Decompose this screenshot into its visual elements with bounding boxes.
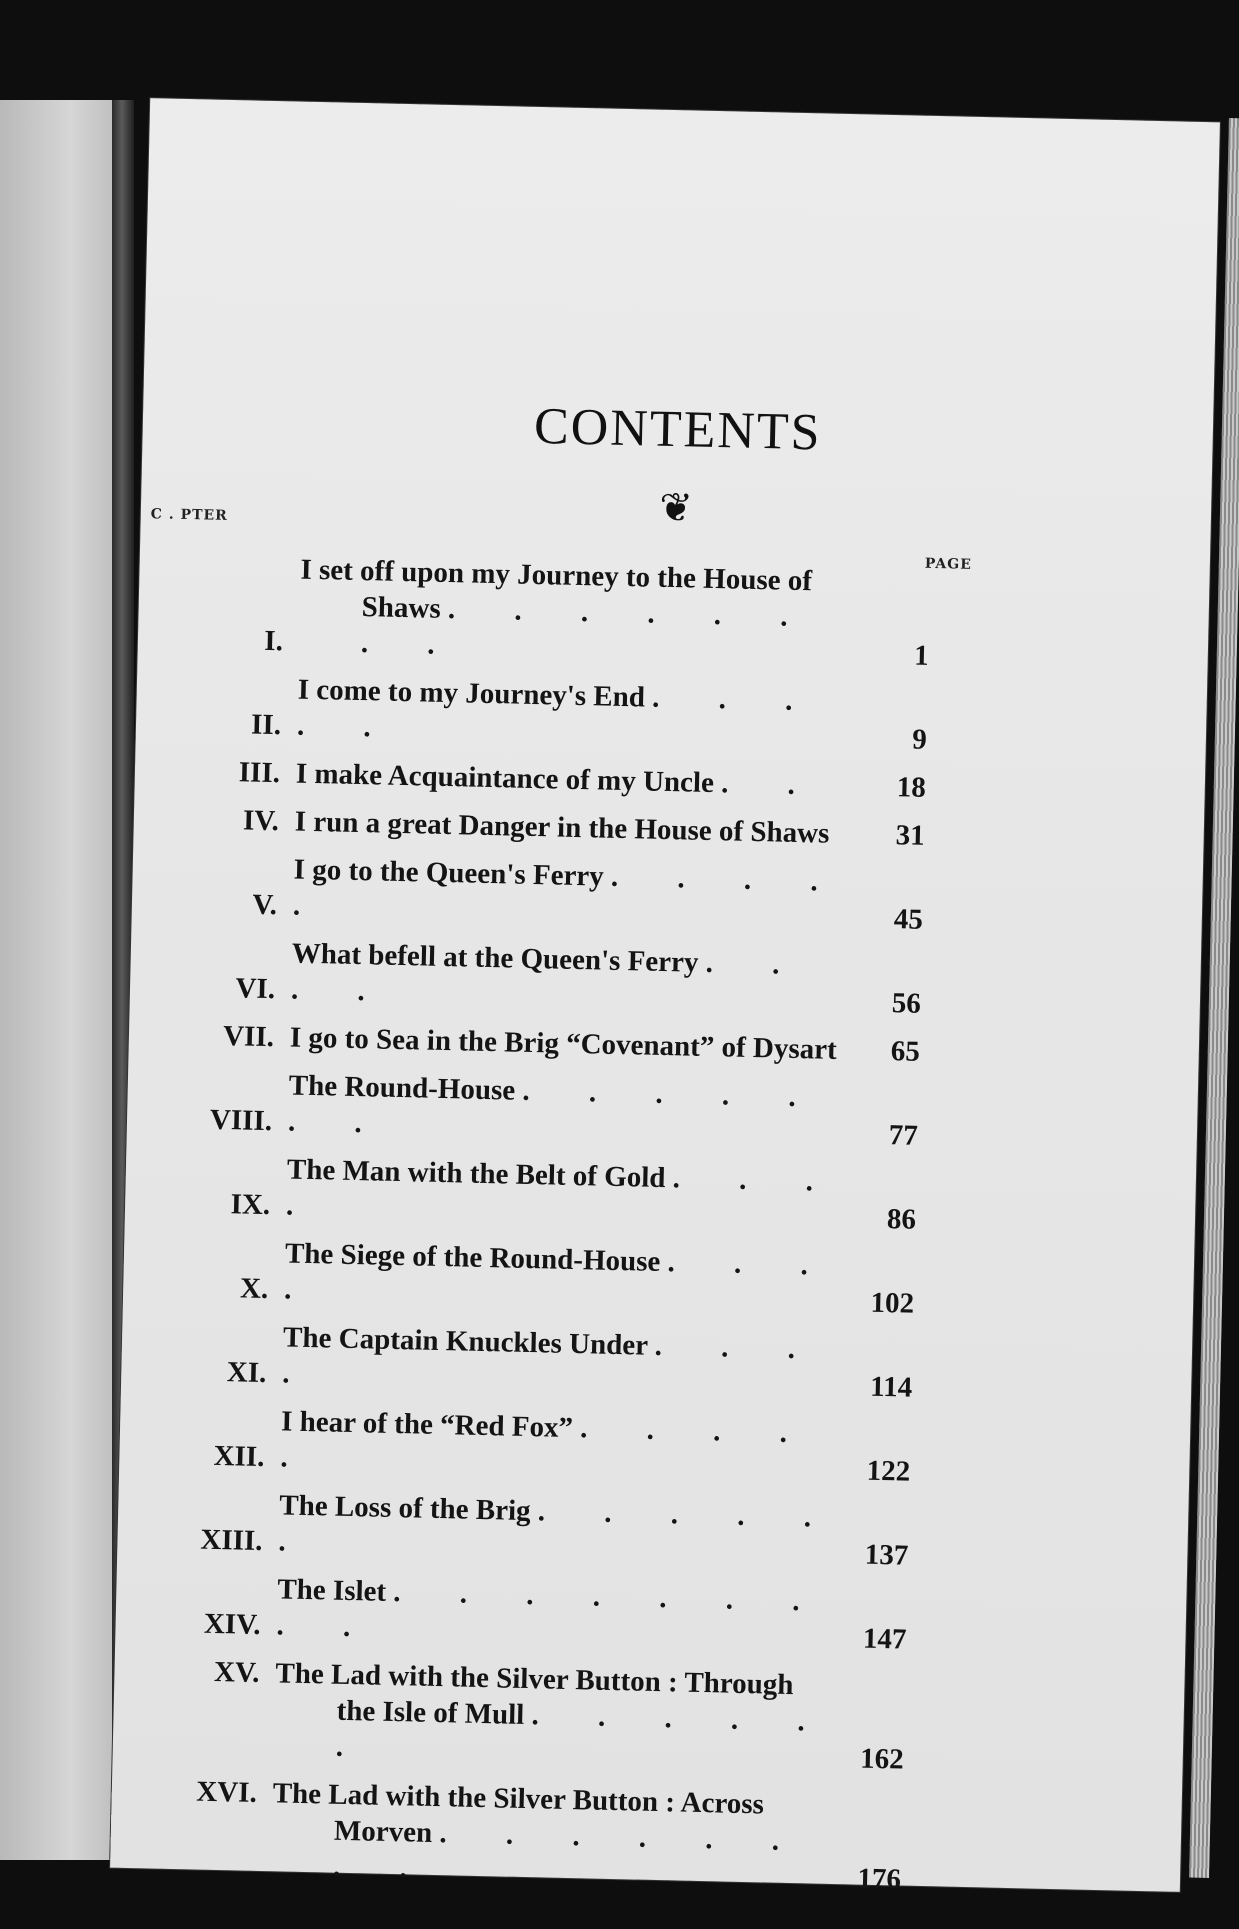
toc-row [138,548,1140,679]
page-number: 18 [896,771,927,804]
chapter-title-text: I run a great Danger in the House of Shaws [294,805,830,850]
chapter-title [286,1151,847,1236]
chapter-number: XII. [213,1439,265,1474]
page-number: 114 [869,1370,913,1404]
leader-dots: . . . . . . [278,1495,838,1559]
chapter-number: X. [239,1272,269,1306]
chapter-number: V. [252,888,278,922]
chapter-title [294,804,855,853]
chapter-title [282,1319,843,1404]
left-page [0,100,118,1860]
chapter-title [284,1235,845,1320]
leader-dots: . . . . [290,946,806,1008]
leader-dots: . . . . . . . . . [276,1575,826,1644]
chapter-number: XIII. [200,1523,263,1558]
chapter-title [291,936,852,1021]
chapter-title-text: I come to my Journey's End [297,673,646,714]
chapter-title-line2 [273,1691,834,1776]
chapter-title [278,1487,839,1572]
chapter-title-text: What befell at the Queen's Ferry [291,937,699,979]
chapter-title-text: The Siege of the Round-House [284,1237,661,1278]
chapter-title-line2-text: the Isle of Mull [336,1694,525,1731]
chapter-title-text: The Loss of the Brig [278,1489,531,1528]
toc-row [132,848,1133,943]
toc-row [117,1484,1118,1579]
toc-row [113,1652,1115,1783]
chapter-title-line1: The Lad with the Silver Button : Across [272,1777,765,1821]
chapter-number: II. [250,708,282,742]
page-number: 122 [866,1454,911,1488]
chapter-number: VII. [222,1019,275,1054]
chapter-number: XVI. [196,1775,258,1809]
leader-dots: . . . . . . . [287,1074,822,1140]
chapter-title-line2-text: Shaws [361,591,442,625]
page-column-label: PAGE [924,555,973,573]
page-number: 86 [886,1203,917,1236]
chapter-title [290,1020,851,1069]
ornament-icon: ❦ [658,484,694,532]
page-number: 176 [857,1862,902,1896]
chapter-title [293,852,854,937]
page-number: 31 [895,819,926,852]
page-number: 102 [870,1286,915,1320]
page-number: 147 [862,1622,907,1656]
page-number: 9 [911,723,928,756]
chapter-number: IV. [242,804,280,838]
toc-row [133,800,1134,859]
chapter-title-line1: I set off upon my Journey to the House of [300,553,813,598]
chapter-number: XI. [226,1356,267,1390]
page-number: 45 [893,903,924,936]
leader-dots: . . [720,767,822,802]
toc-row [115,1568,1116,1663]
page-title: CONTENTS [533,397,823,462]
chapter-number: VI. [235,972,276,1006]
chapter-title [276,1571,837,1656]
chapter-title-line2 [299,588,860,673]
chapter-title-text: I make Acquaintance of my Uncle [295,757,715,800]
chapter-title [273,1655,835,1776]
leader-dots: . . . . [285,1162,840,1223]
toc-row [119,1400,1120,1495]
chapter-title-line1: The Lad with the Silver Button : Through [275,1657,794,1702]
leader-dots: . . . . . [296,681,819,744]
chapter-title [299,552,861,673]
page-number: 137 [864,1538,909,1572]
chapter-number: IX. [230,1188,271,1222]
leader-dots: . . . . . . . . [332,1817,806,1885]
book-page [110,98,1220,1896]
leader-dots: . . . . . . [335,1699,832,1764]
chapter-title [297,672,858,757]
chapter-title [296,756,857,805]
toc-row [110,1772,1112,1903]
chapter-title-text: The Man with the Belt of Gold [286,1153,666,1195]
chapter-title [280,1403,841,1488]
chapter-title [271,1775,833,1896]
toc-row [125,1148,1126,1243]
chapter-title-text: The Round-House [288,1069,516,1107]
chapter-number: III. [238,756,281,790]
table-of-contents [110,548,1140,1902]
leader-dots: . . . . . [280,1412,814,1475]
toc-row [121,1316,1122,1411]
page-number: 162 [859,1742,905,1776]
chapter-title-text: I go to Sea in the Brig “Covenant” of Dysart [289,1021,838,1066]
toc-row [135,752,1136,811]
chapter-title-text: I go to the Queen's Ferry [293,853,605,893]
toc-row [136,668,1137,763]
toc-row [123,1232,1124,1327]
chapter-title [288,1067,849,1152]
chapter-title-line2 [271,1811,832,1896]
leader-dots: . . . . [281,1329,822,1391]
chapter-number: I. [264,624,284,658]
chapter-number: XV. [213,1655,260,1689]
leader-dots: . . . . [283,1246,835,1307]
page-number: 65 [890,1035,921,1068]
chapter-title-text: The Islet [277,1573,387,1608]
chapter-number: VIII. [209,1103,273,1138]
chapter-number: XIV. [203,1607,261,1641]
chapter-title-line2-text: Morven [333,1814,433,1849]
leader-dots: . . . . . . . . [360,592,814,662]
chapter-title-text: The Captain Knuckles Under [282,1321,648,1362]
toc-row [130,932,1131,1027]
toc-row [129,1016,1130,1075]
toc-row [127,1064,1128,1159]
chapter-column-label: C . PTER [150,506,228,524]
leader-dots: . . . . . [292,860,845,923]
chapter-title-text: I hear of the “Red Fox” [280,1405,574,1445]
page-number: 56 [891,987,922,1020]
page-number: 77 [888,1119,919,1152]
page-number: 1 [913,639,930,672]
